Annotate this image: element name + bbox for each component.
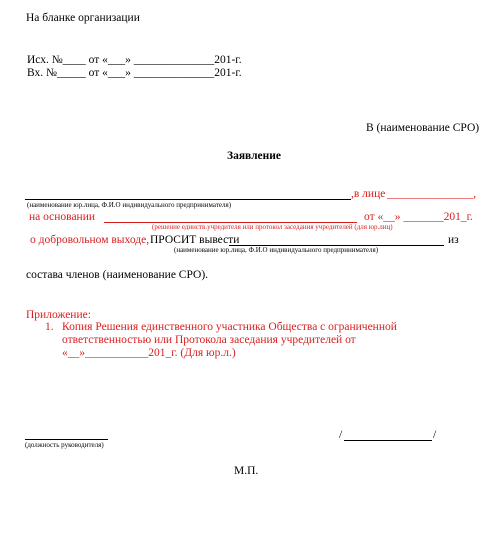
signature-slash-left: / [339,429,343,441]
recipient: В (наименование СРО) [366,122,480,134]
from-label: из [448,234,459,246]
voluntary-exit-label: о добровольном выходе, [30,234,150,246]
representative-blank: _______________, [387,188,477,200]
applicant-caption: (наименование юр.лица, Ф.И.О индивидуального предпринимателя) [27,201,232,209]
stamp-place: М.П. [234,465,259,477]
incoming-ref: Вх. №_____ от «___» ______________201-г. [27,67,242,79]
document-title: Заявление [227,150,282,162]
attachment-heading: Приложение: [26,309,91,321]
position-blank [25,439,108,440]
attachment-line-2: ответственностью или Протокола заседания учредителей от [62,334,356,346]
attachment-line-3: «__»___________201_г. (Для юр.л.) [62,347,236,359]
request-phrase: ПРОСИТ вывести [150,234,240,246]
membership-text: состава членов (наименование СРО). [26,269,209,281]
basis-date: от «__» _______201_г. [364,211,473,223]
applicant-name-blank [25,199,351,200]
in-person-label: ,в лице [351,188,386,200]
outgoing-ref: Исх. №____ от «___» ______________201-г. [27,54,242,66]
attachment-number: 1. [45,321,54,333]
signature-blank [344,440,432,441]
attachment-line-1: Копия Решения единственного участника Общества с ограниченной [62,321,397,333]
member-caption: (наименование юр.лица, Ф.И.О индивидуального предпринимателя) [174,246,379,254]
basis-label: на основании [29,211,96,223]
letterhead-note: На бланке организации [26,12,140,24]
position-caption: (должность руководителя) [25,441,104,449]
signature-slash-right: / [433,429,437,441]
basis-caption: (решение единств.учредителя или протокол заседания учредителей (для юр.лиц) [152,223,393,231]
